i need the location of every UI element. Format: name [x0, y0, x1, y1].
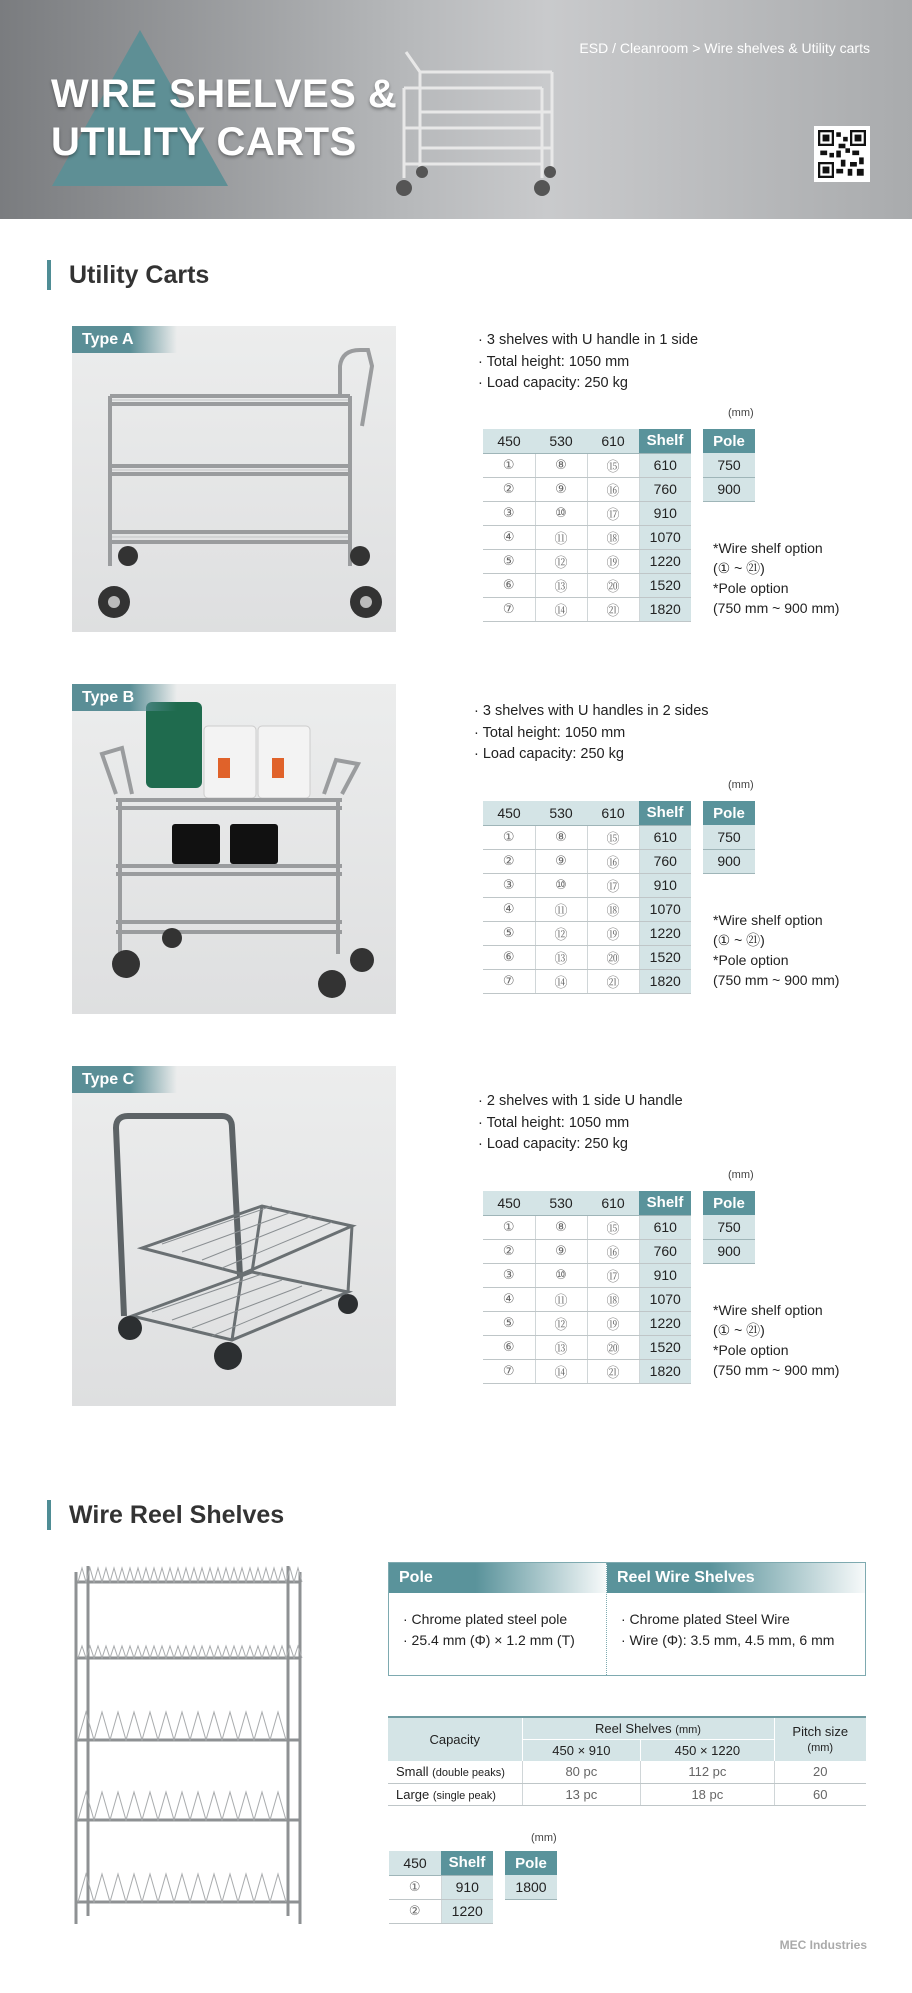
type-b-shelf-table [483, 801, 691, 994]
table-cell: 1220 [441, 1899, 493, 1923]
table-cell: 1070 [639, 1287, 691, 1311]
table-row [389, 1899, 493, 1923]
capacity-table [388, 1716, 866, 1806]
header-pole: Pole [703, 429, 755, 453]
table-cell: ⑳ [587, 1335, 639, 1359]
table-row [483, 873, 691, 897]
table-cell: ⑱ [587, 1287, 639, 1311]
pole-spec-item: · Chrome plated steel pole [403, 1611, 568, 1627]
header-pole: Pole [505, 1851, 557, 1875]
table-cell: ⑪ [535, 1287, 587, 1311]
header-pole: Pole [703, 1191, 755, 1215]
table-cell: 13 pc [522, 1783, 641, 1805]
table-cell: ⑫ [535, 921, 587, 945]
reel-shelves-label: Reel Shelves [595, 1720, 672, 1736]
note-line: *Wire shelf option [713, 540, 823, 556]
table-row [483, 1311, 691, 1335]
table-cell: 1820 [639, 969, 691, 993]
table-row [483, 549, 691, 573]
row-label: Large [396, 1786, 430, 1802]
type-a-pole-table [703, 429, 755, 502]
table-cell: 1070 [639, 525, 691, 549]
table-cell: 80 pc [522, 1761, 641, 1783]
table-cell: ⑬ [535, 1335, 587, 1359]
table-cell: ① [483, 1215, 535, 1239]
type-a-photo [72, 326, 396, 632]
table-row [389, 1875, 493, 1899]
table-cell: ③ [483, 1263, 535, 1287]
table-cell: ⑨ [535, 849, 587, 873]
table-cell: ⑱ [587, 897, 639, 921]
table-cell: 610 [639, 1215, 691, 1239]
pole-spec-item: · 25.4 mm (Φ) × 1.2 mm (T) [403, 1632, 575, 1648]
table-cell: 112 pc [641, 1761, 774, 1783]
table-cell: ⑰ [587, 873, 639, 897]
table-cell: 1520 [639, 945, 691, 969]
table-cell: 750 [703, 1215, 755, 1239]
table-cell [388, 1761, 522, 1783]
type-c-options-note [713, 1300, 839, 1380]
wire-spec-column [607, 1563, 865, 1675]
table-cell: ㉑ [587, 969, 639, 993]
header-610: 610 [587, 1191, 639, 1215]
table-cell: ⑬ [535, 945, 587, 969]
type-a-bullet-2: · Total height: 1050 mm [478, 353, 630, 370]
table-cell: 18 pc [641, 1783, 774, 1805]
note-line: *Wire shelf option [713, 912, 823, 928]
table-cell: ㉑ [587, 597, 639, 621]
header-450: 450 [483, 1191, 535, 1215]
header-530: 530 [535, 801, 587, 825]
type-a-bullet-1: · 3 shelves with U handle in 1 side [478, 332, 699, 348]
header-450: 450 [483, 429, 535, 453]
table-cell: ⑧ [535, 825, 587, 849]
table-cell: ⑮ [587, 825, 639, 849]
header-610: 610 [587, 801, 639, 825]
table-cell: 610 [639, 453, 691, 477]
table-row [483, 525, 691, 549]
section-title-utility-carts: Utility Carts [47, 260, 209, 290]
table-cell: ⑲ [587, 1311, 639, 1335]
pitch-header [774, 1717, 866, 1761]
table-row [483, 825, 691, 849]
type-b-tag: Type B [72, 684, 177, 711]
table-cell: ⑥ [483, 573, 535, 597]
table-cell: ③ [483, 873, 535, 897]
header-530: 530 [535, 429, 587, 453]
page-title [51, 70, 397, 166]
table-cell: ⑤ [483, 921, 535, 945]
table-cell: ① [389, 1875, 441, 1899]
table-cell: 910 [639, 873, 691, 897]
header-450: 450 [389, 1851, 441, 1875]
reel-shelves-header [522, 1717, 774, 1739]
wire-spec-heading: Reel Wire Shelves [607, 1563, 865, 1593]
table-cell: ② [389, 1899, 441, 1923]
wire-spec-item: · Chrome plated Steel Wire [621, 1611, 790, 1627]
pole-spec-heading: Pole [389, 1563, 606, 1593]
table-row [483, 1359, 691, 1383]
table-cell: 20 [774, 1761, 866, 1783]
table-row [483, 1287, 691, 1311]
table-cell: ⑰ [587, 501, 639, 525]
type-c-pole-table [703, 1191, 755, 1264]
table-cell: 750 [703, 825, 755, 849]
table-row [483, 1263, 691, 1287]
table-cell: ⑫ [535, 1311, 587, 1335]
table-cell: 760 [639, 1239, 691, 1263]
table-cell: ⑩ [535, 501, 587, 525]
table-cell: ③ [483, 501, 535, 525]
table-cell: ⑭ [535, 969, 587, 993]
table-row [483, 921, 691, 945]
cart-type-b-image [72, 684, 396, 1014]
reel-spec-box [388, 1562, 866, 1676]
table-cell: ② [483, 477, 535, 501]
table-cell: ④ [483, 897, 535, 921]
breadcrumb[interactable]: ESD / Cleanroom > Wire shelves & Utility carts [579, 40, 870, 56]
type-c-photo [72, 1066, 396, 1406]
table-cell: 900 [703, 849, 755, 873]
cart-type-c-image [72, 1066, 396, 1406]
table-cell: ⑦ [483, 597, 535, 621]
table-cell: 910 [441, 1875, 493, 1899]
table-cell: ⑭ [535, 1359, 587, 1383]
reel-shelf-table [389, 1851, 493, 1924]
table-cell: 900 [703, 1239, 755, 1263]
table-row [483, 1239, 691, 1263]
header-shelf: Shelf [639, 801, 691, 825]
table-row [483, 573, 691, 597]
type-b-pole-table [703, 801, 755, 874]
header-pole: Pole [703, 801, 755, 825]
note-line: (① ~ ㉑) [713, 560, 765, 576]
size-header-450x910: 450 × 910 [522, 1739, 641, 1761]
qr-code-icon[interactable] [814, 126, 870, 182]
table-cell: ⑳ [587, 573, 639, 597]
type-b-bullet-3: · Load capacity: 250 kg [474, 746, 624, 762]
table-cell: ⑯ [587, 849, 639, 873]
table-cell: ① [483, 453, 535, 477]
note-line: *Pole option [713, 952, 789, 968]
pitch-label: Pitch size [792, 1723, 849, 1739]
table-cell: ④ [483, 525, 535, 549]
table-cell: ⑥ [483, 945, 535, 969]
cart-type-a-image [72, 326, 396, 632]
table-row [483, 453, 691, 477]
row-sublabel: (single peak) [432, 1789, 496, 1802]
row-label: Small [396, 1764, 429, 1780]
table-cell: 900 [703, 477, 755, 501]
note-line: *Pole option [713, 580, 789, 596]
type-c-shelf-table [483, 1191, 691, 1384]
title-line-2: UTILITY CARTS [51, 120, 357, 164]
header-450: 450 [483, 801, 535, 825]
table-cell: 1220 [639, 1311, 691, 1335]
type-a-description [478, 330, 698, 395]
note-line: (750 mm ~ 900 mm) [713, 600, 840, 616]
table-cell: ⑯ [587, 477, 639, 501]
type-c-bullet-1: · 2 shelves with 1 side U handle [478, 1093, 683, 1109]
table-row [483, 945, 691, 969]
header-610: 610 [587, 429, 639, 453]
table-cell: ② [483, 849, 535, 873]
note-line: *Pole option [713, 1342, 789, 1358]
pole-spec-column [389, 1563, 607, 1675]
reel-pole-table [505, 1851, 557, 1900]
unit-label: (mm) [728, 1169, 754, 1181]
table-row [483, 969, 691, 993]
table-cell: ⑧ [535, 1215, 587, 1239]
table-cell: ④ [483, 1287, 535, 1311]
note-line: (① ~ ㉑) [713, 932, 765, 948]
section-title-wire-reel-shelves: Wire Reel Shelves [47, 1500, 284, 1530]
type-b-bullet-1: · 3 shelves with U handles in 2 sides [474, 703, 709, 719]
table-cell: ⑨ [535, 1239, 587, 1263]
table-cell: 910 [639, 501, 691, 525]
row-sublabel: (double peaks) [432, 1767, 505, 1780]
capacity-header: Capacity [388, 1717, 522, 1761]
header-banner [0, 0, 912, 219]
table-cell: ⑱ [587, 525, 639, 549]
table-cell: ⑦ [483, 969, 535, 993]
type-c-bullet-3: · Load capacity: 250 kg [478, 1136, 628, 1152]
table-cell [388, 1783, 522, 1805]
header-shelf: Shelf [639, 1191, 691, 1215]
table-cell: ⑩ [535, 873, 587, 897]
table-cell: ⑤ [483, 549, 535, 573]
table-cell: 1520 [639, 573, 691, 597]
type-b-options-note [713, 910, 839, 990]
table-row [483, 1335, 691, 1359]
table-cell: 1070 [639, 897, 691, 921]
type-b-bullet-2: · Total height: 1050 mm [474, 724, 626, 741]
table-row [483, 849, 691, 873]
table-row [388, 1783, 866, 1805]
table-cell: ⑦ [483, 1359, 535, 1383]
table-cell: 1820 [639, 1359, 691, 1383]
table-cell: 1800 [505, 1875, 557, 1899]
size-header-450x1220: 450 × 1220 [641, 1739, 774, 1761]
table-row [483, 477, 691, 501]
table-cell: ⑬ [535, 573, 587, 597]
table-cell: 760 [639, 849, 691, 873]
header-shelf: Shelf [639, 429, 691, 453]
type-c-tag: Type C [72, 1066, 177, 1093]
table-cell: ② [483, 1239, 535, 1263]
note-line: (① ~ ㉑) [713, 1322, 765, 1338]
table-cell: ⑮ [587, 453, 639, 477]
cart-hero-image [392, 48, 564, 204]
table-cell: ⑫ [535, 549, 587, 573]
table-cell: ① [483, 825, 535, 849]
table-cell: 60 [774, 1783, 866, 1805]
type-a-bullet-3: · Load capacity: 250 kg [478, 375, 628, 391]
table-cell: 1220 [639, 921, 691, 945]
footer-brand: MEC Industries [779, 1938, 867, 1952]
table-cell: ⑮ [587, 1215, 639, 1239]
table-cell: ⑭ [535, 597, 587, 621]
unit-label: (mm) [531, 1832, 557, 1844]
table-row [483, 1215, 691, 1239]
table-cell: ⑪ [535, 897, 587, 921]
type-b-photo [72, 684, 396, 1014]
table-cell: ⑤ [483, 1311, 535, 1335]
table-cell: 1820 [639, 597, 691, 621]
table-cell: ⑪ [535, 525, 587, 549]
table-cell: ㉑ [587, 1359, 639, 1383]
note-line: *Wire shelf option [713, 1302, 823, 1318]
note-line: (750 mm ~ 900 mm) [713, 972, 840, 988]
pitch-unit-label: (mm) [807, 1741, 834, 1754]
note-line: (750 mm ~ 900 mm) [713, 1362, 840, 1378]
unit-label: (mm) [728, 779, 754, 791]
table-row [483, 897, 691, 921]
type-a-options-note [713, 538, 839, 618]
table-cell: ⑲ [587, 549, 639, 573]
table-cell: ⑯ [587, 1239, 639, 1263]
table-cell: 1520 [639, 1335, 691, 1359]
type-c-bullet-2: · Total height: 1050 mm [478, 1114, 630, 1131]
table-cell: ⑰ [587, 1263, 639, 1287]
table-row [483, 501, 691, 525]
wire-reel-shelf-image [68, 1562, 308, 1932]
table-cell: ⑩ [535, 1263, 587, 1287]
table-cell: 1220 [639, 549, 691, 573]
table-cell: ⑳ [587, 945, 639, 969]
type-c-description [478, 1091, 683, 1156]
table-cell: 610 [639, 825, 691, 849]
unit-label: (mm) [728, 407, 754, 419]
type-a-shelf-table [483, 429, 691, 622]
table-cell: ⑥ [483, 1335, 535, 1359]
wire-spec-item: · Wire (Φ): 3.5 mm, 4.5 mm, 6 mm [621, 1632, 835, 1648]
header-530: 530 [535, 1191, 587, 1215]
reel-unit-label: (mm) [675, 1723, 701, 1736]
type-b-description [474, 701, 709, 766]
table-cell: ⑨ [535, 477, 587, 501]
table-cell: ⑲ [587, 921, 639, 945]
header-shelf: Shelf [441, 1851, 493, 1875]
type-a-tag: Type A [72, 326, 177, 353]
table-cell: 750 [703, 453, 755, 477]
table-row [388, 1761, 866, 1783]
table-cell: 910 [639, 1263, 691, 1287]
table-cell: ⑧ [535, 453, 587, 477]
title-line-1: WIRE SHELVES & [51, 72, 398, 116]
table-cell: 760 [639, 477, 691, 501]
table-row [483, 597, 691, 621]
